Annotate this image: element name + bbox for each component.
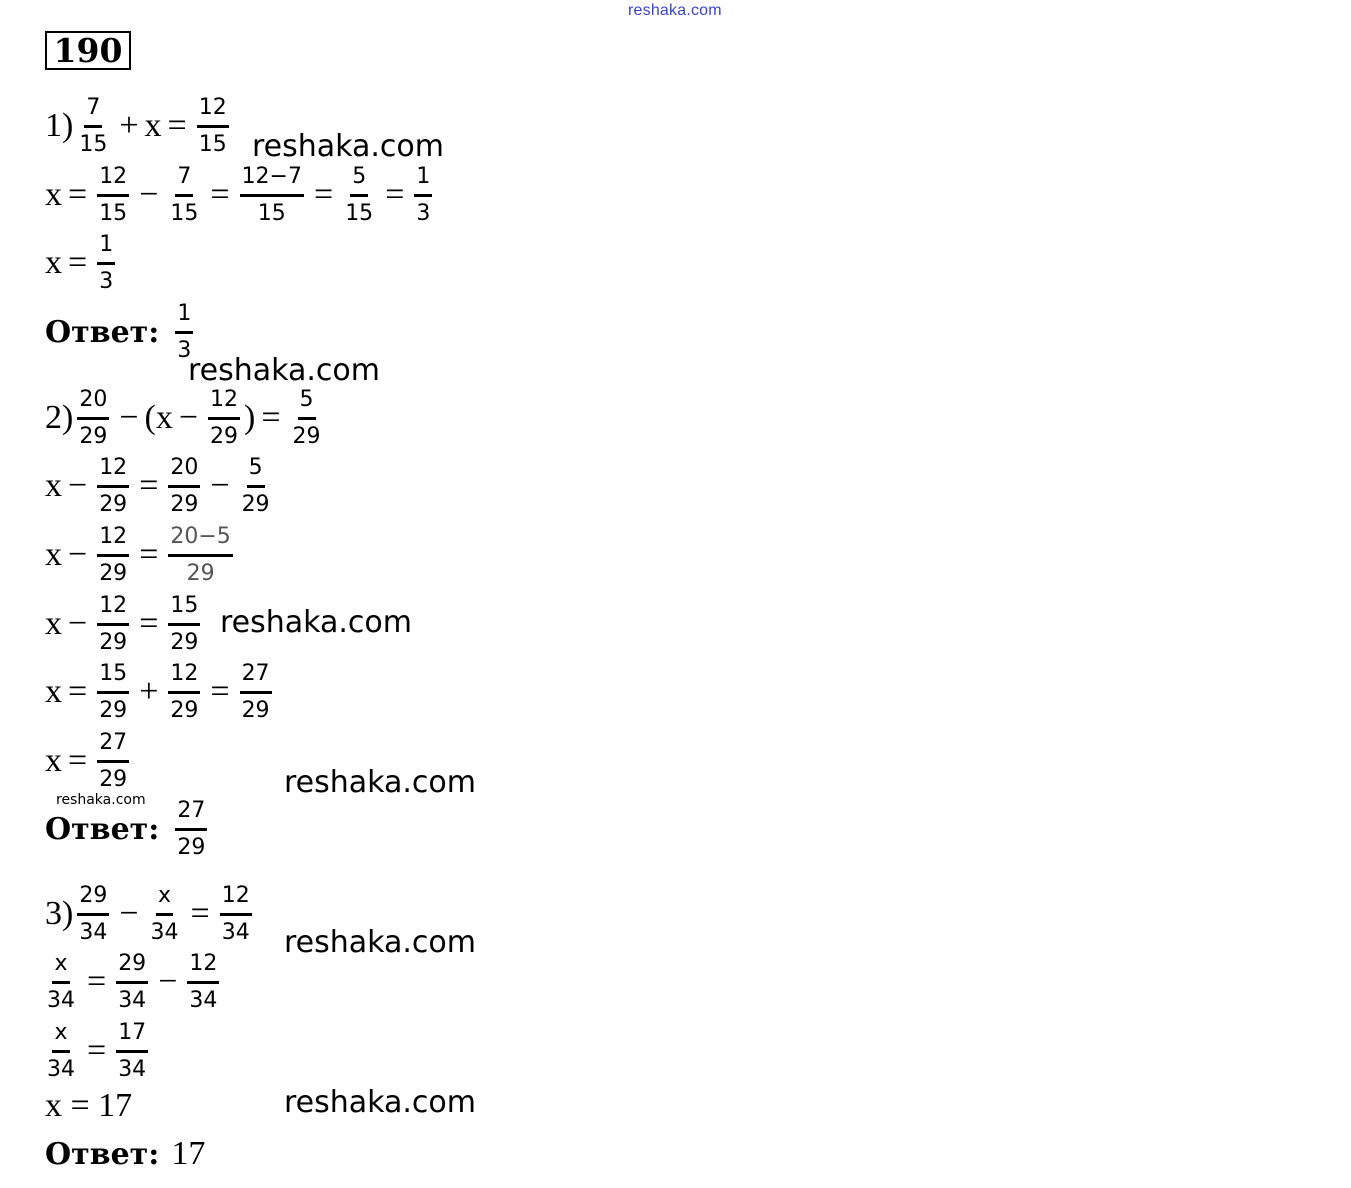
equals-sign: = [68, 742, 88, 779]
p2-label: 2) [45, 399, 74, 436]
fraction: $\frac{12}{29}$ [99, 454, 128, 517]
fraction: $\frac{5}{29}$ [292, 386, 321, 449]
equals-sign: = [210, 673, 230, 710]
variable-x: x [45, 673, 62, 710]
answer-value: 17 [171, 1135, 206, 1172]
variable-x: x [45, 536, 62, 573]
minus-sign: − [119, 895, 139, 932]
equals-sign: = [139, 605, 159, 642]
plus-sign: + [139, 673, 159, 710]
p3-answer [45, 1120, 205, 1188]
p2-step-2 [45, 521, 237, 589]
equals-sign: = [261, 399, 281, 436]
fraction: $\frac{27}{29}$ [99, 729, 128, 792]
answer-label: Ответ: [45, 811, 160, 847]
equals-sign: = [385, 176, 405, 213]
fraction: $\frac{20-5}{29}$ [170, 523, 231, 586]
watermark: reshaka.com [284, 925, 476, 960]
equals-sign: = [87, 1032, 107, 1069]
watermark: reshaka.com [284, 1085, 476, 1120]
fraction: $\frac{12}{34}$ [189, 950, 218, 1013]
minus-sign: − [178, 399, 199, 436]
close-paren: ) [244, 399, 256, 436]
fraction: $\frac{5}{15}$ [345, 163, 374, 226]
fraction: $\frac{7}{15}$ [79, 94, 108, 157]
fraction: $\frac{12}{15}$ [198, 94, 227, 157]
equals-sign: = [139, 536, 159, 573]
fraction: $\frac{12-7}{15}$ [241, 163, 302, 226]
p1-answer [45, 298, 197, 366]
equals-sign: = [139, 467, 159, 504]
problem-number: 190 [45, 31, 131, 70]
minus-sign: − [119, 399, 139, 436]
fraction: $\frac{29}{34}$ [79, 882, 108, 945]
p2-step-4 [45, 658, 276, 726]
variable-x: x [45, 467, 62, 504]
watermark: reshaka.com [252, 129, 444, 164]
equals-sign: = [68, 673, 88, 710]
equals-sign: = [87, 963, 107, 1000]
fraction: $\frac{12}{29}$ [99, 592, 128, 655]
fraction: $\frac{7}{15}$ [170, 163, 199, 226]
p2-step-1 [45, 452, 276, 520]
minus-sign: − [139, 176, 159, 213]
fraction: $\frac{12}{29}$ [170, 660, 199, 723]
equals-sign: = [314, 176, 334, 213]
minus-sign: − [68, 467, 88, 504]
fraction: $\frac{5}{29}$ [241, 454, 270, 517]
watermark-top: reshaka.com [628, 2, 722, 19]
fraction: $\frac{1}{3}$ [177, 300, 192, 363]
open-paren-x: (x [144, 399, 173, 436]
fraction: $\frac{12}{15}$ [99, 163, 128, 226]
fraction: $\frac{27}{29}$ [241, 660, 270, 723]
variable-x: x [45, 244, 62, 281]
fraction: $\frac{15}{29}$ [170, 592, 199, 655]
equals-sign: = [190, 895, 210, 932]
fraction: $\frac{27}{29}$ [177, 797, 206, 860]
plus-sign: + [119, 107, 139, 144]
equals-sign: = [68, 176, 88, 213]
fraction: $\frac{17}{34}$ [118, 1019, 147, 1082]
equals-sign: = [167, 107, 187, 144]
p2-step-3 [45, 590, 204, 658]
p2-equation [45, 384, 327, 452]
fraction: $\frac{1}{3}$ [416, 163, 431, 226]
variable-x: x [144, 107, 162, 144]
variable-x: x [45, 605, 62, 642]
fraction: $\frac{12}{29}$ [99, 523, 128, 586]
fraction: $\frac{20}{29}$ [170, 454, 199, 517]
fraction: $\frac{15}{29}$ [99, 660, 128, 723]
watermark: reshaka.com [188, 353, 380, 388]
fraction: $\frac{29}{34}$ [118, 950, 147, 1013]
variable-x: x [45, 742, 62, 779]
p1-step-1 [45, 161, 436, 229]
equals-sign: = [210, 176, 230, 213]
p3-equation [45, 880, 256, 948]
minus-sign: − [68, 536, 88, 573]
fraction: $\frac{x}{34}$ [150, 882, 179, 945]
p2-step-5 [45, 727, 133, 795]
minus-sign: − [210, 467, 230, 504]
p2-answer [45, 795, 211, 863]
p1-label: 1) [45, 107, 74, 144]
minus-sign: − [68, 605, 88, 642]
p3-label: 3) [45, 895, 74, 932]
p3-step-1 [45, 948, 223, 1016]
p1-equation [45, 92, 233, 160]
fraction: $\frac{1}{3}$ [99, 231, 114, 294]
fraction: $\frac{12}{34}$ [221, 882, 250, 945]
fraction: $\frac{12}{29}$ [210, 386, 239, 449]
fraction: $\frac{20}{29}$ [79, 386, 108, 449]
variable-x: x [45, 176, 62, 213]
fraction: $\frac{x}{34}$ [47, 1019, 75, 1082]
watermark-small: reshaka.com [56, 792, 146, 808]
result-text: x = 17 [45, 1087, 133, 1124]
watermark: reshaka.com [220, 605, 412, 640]
equals-sign: = [68, 244, 88, 281]
answer-label: Ответ: [45, 1136, 160, 1172]
answer-label: Ответ: [45, 314, 160, 350]
fraction: $\frac{x}{34}$ [47, 950, 75, 1013]
watermark: reshaka.com [284, 765, 476, 800]
p1-step-2 [45, 229, 119, 297]
minus-sign: − [158, 963, 178, 1000]
